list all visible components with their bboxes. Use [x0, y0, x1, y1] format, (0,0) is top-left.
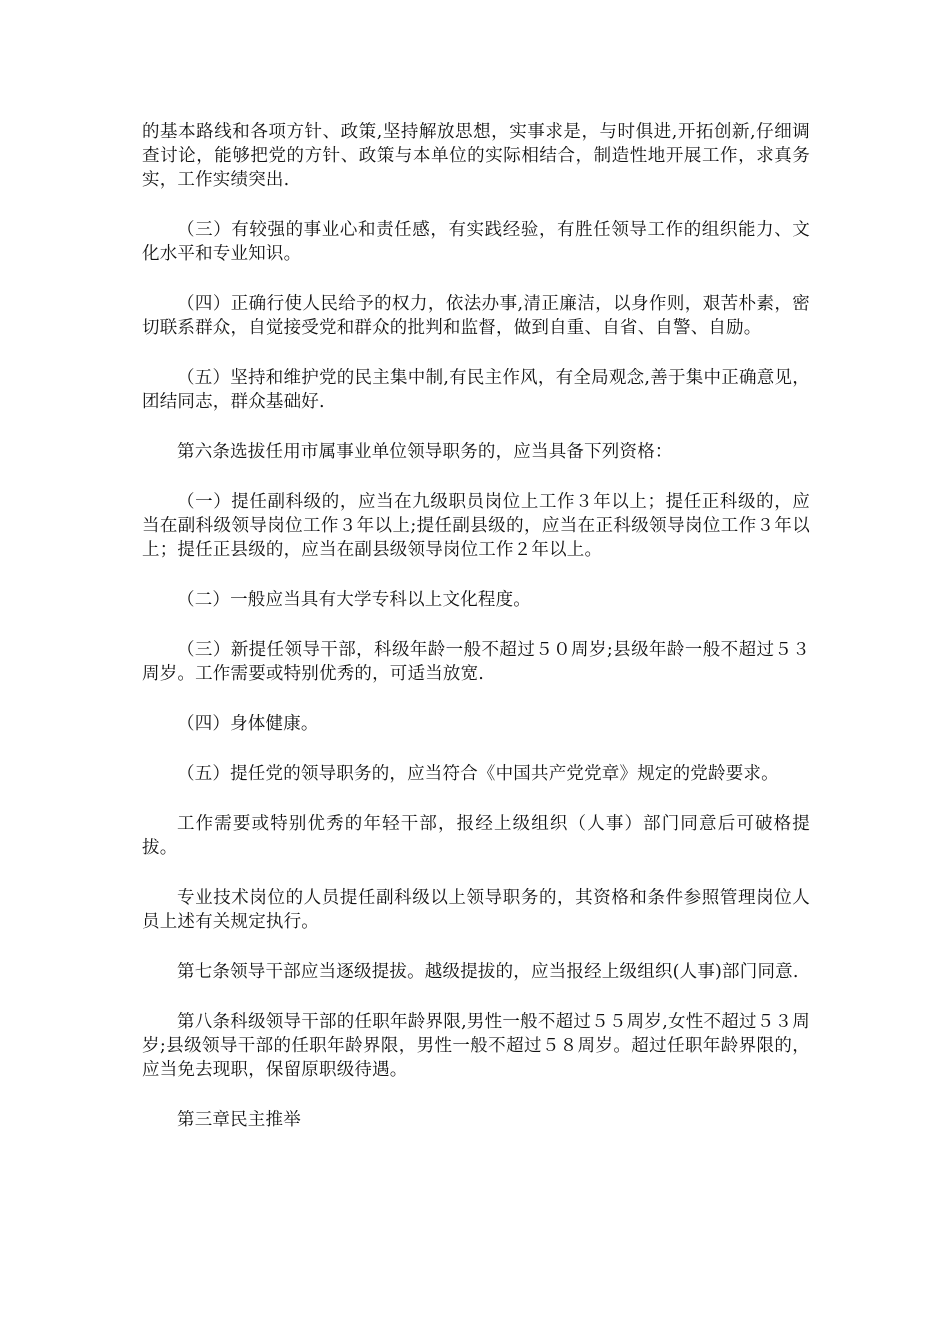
paragraph: （三）新提任领导干部，科级年龄一般不超过５０周岁;县级年龄一般不超过５３周岁。工作需要或特别优秀的，可适当放宽.: [142, 640, 810, 684]
paragraph: 专业技术岗位的人员提任副科级以上领导职务的，其资格和条件参照管理岗位人员上述有关规定执行。: [142, 888, 810, 932]
paragraph: （四）身体健康。: [177, 714, 319, 734]
paragraph: （一）提任副科级的，应当在九级职员岗位上工作３年以上；提任正科级的，应当在副科级领导岗位工作３年以上;提任副县级的，应当在正科级领导岗位工作３年以上；提任正县级的，应当在副县级领导岗位工作２年以上。: [142, 492, 810, 560]
paragraph: （四）正确行使人民给予的权力，依法办事,清正廉洁，以身作则，艰苦朴素，密切联系群众，自觉接受党和群众的批判和监督，做到自重、自省、自警、自励。: [142, 294, 810, 338]
article-paragraph: 第七条领导干部应当逐级提拔。越级提拔的，应当报经上级组织(人事)部门同意.: [177, 962, 799, 982]
article-heading: 第六条选拔任用市属事业单位领导职务的，应当具备下列资格：: [177, 442, 673, 462]
chapter-heading: 第三章民主推举: [177, 1110, 301, 1130]
document-body: [142, 120, 810, 1158]
paragraph: （五）提任党的领导职务的，应当符合《中国共产党党章》规定的党龄要求。: [177, 764, 779, 784]
article-paragraph: 第八条科级领导干部的任职年龄界限,男性一般不超过５５周岁,女性不超过５３周岁;县级领导干部的任职年龄界限，男性一般不超过５８周岁。超过任职年龄界限的，应当免去现职，保留原职级待遇。: [142, 1012, 810, 1080]
paragraph: （三）有较强的事业心和责任感，有实践经验，有胜任领导工作的组织能力、文化水平和专业知识。: [142, 220, 810, 264]
paragraph: 的基本路线和各项方针、政策,坚持解放思想，实事求是，与时俱进,开拓创新,仔细调查讨论，能够把党的方针、政策与本单位的实际相结合，制造性地开展工作，求真务实，工作实绩突出.: [142, 122, 810, 190]
paragraph: （二）一般应当具有大学专科以上文化程度。: [177, 590, 531, 610]
paragraph: （五）坚持和维护党的民主集中制,有民主作风，有全局观念,善于集中正确意见，团结同志，群众基础好.: [142, 368, 810, 412]
paragraph: 工作需要或特别优秀的年轻干部，报经上级组织（人事）部门同意后可破格提拔。: [142, 814, 810, 858]
